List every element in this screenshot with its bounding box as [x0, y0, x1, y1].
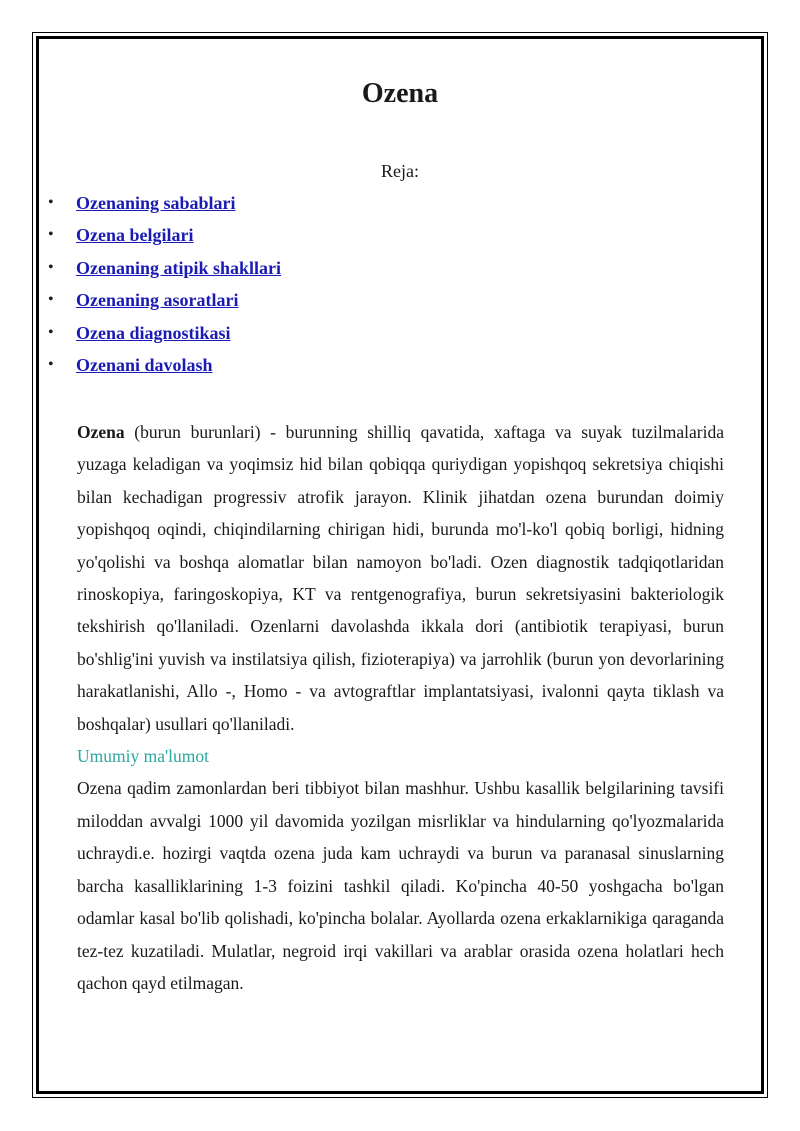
toc-link-atipik-shakllari[interactable]: Ozenaning atipik shakllari [76, 257, 282, 278]
document-body [77, 416, 724, 999]
toc-link-asoratlari[interactable]: Ozenaning asoratlari [76, 290, 239, 311]
intro-term: Ozena [77, 422, 125, 442]
bullet-icon: • [48, 323, 54, 341]
toc-link-sabablari[interactable]: Ozenaning sabablari [76, 193, 236, 213]
plan-label: Reja: [381, 161, 419, 181]
intro-text: (burun burunlari) - burunning shilliq qavatida, xaftaga va suyak tuzilmalarida yuzaga keladigan va yoqimsiz hid bilan qobiqqa quriydigan yopishqoq sekretsiya chiqishi bilan kechadigan progressiv atrofik jarayon. Klinik jihatdan ozena burundan doimiy yopishqoq oqindi, chiqindilarning chirigan hidi, burunda mo'l-ko'l qobiq borligi, hidning yo'qolishi va boshqa alomatlar bilan namoyon bo'ladi. Ozen diagnostik tadqiqotlaridan rinoskopiya, faringoskopiya, KT va rentgenografiya, burun sekretsiyasini bakteriologik tekshirish qo'llaniladi. Ozenlarni davolashda ikkala dori (antibiotik terapiyasi, burun bo'shlig'ini yuvish va instilatsiya qilish, fizioterapiya) va jarrohlik (burun yon devorlarining harakatlanishi, Allo -, Homo - va avtograftlar implantatsiyasi, ivalonni qayta tiklash va boshqalar) usullari qo'llaniladi. [77, 422, 724, 734]
bullet-icon: • [48, 194, 54, 211]
toc-link-davolash[interactable]: Ozenani davolash [76, 354, 213, 375]
bullet-icon: • [48, 291, 54, 309]
document-title: Ozena [361, 78, 439, 109]
intro-paragraph [77, 416, 724, 740]
bullet-icon: • [48, 355, 54, 373]
toc-link-diagnostikasi[interactable]: Ozena diagnostikasi [76, 322, 231, 343]
section-paragraph: Ozena qadim zamonlardan beri tibbiyot bilan mashhur. Ushbu kasallik belgilarining tavsifi miloddan avvalgi 1000 yil davomida yozilgan misrliklar va hindularning qo'lyozmalarida uchraydi.e. hozirgi vaqtda ozena juda kam uchraydi va burun va paranasal sinuslarning barcha kasalliklarining 1-3 foizini tashkil qiladi. Ko'pincha 40-50 yoshgacha bo'lgan odamlar kasal bo'lib qolishadi, ko'pincha bolalar. Ayollarda ozena erkaklarnikiga qaraganda tez-tez kuzatiladi. Mulatlar, negroid irqi vakillari va arablar orasida ozena holatlari hech qachon qayd etilmagan. [77, 778, 724, 993]
bullet-icon: • [48, 226, 54, 244]
bullet-icon: • [48, 258, 54, 276]
section-heading: Umumiy ma'lumot [77, 746, 209, 767]
toc-link-belgilari[interactable]: Ozena belgilari [76, 225, 194, 246]
